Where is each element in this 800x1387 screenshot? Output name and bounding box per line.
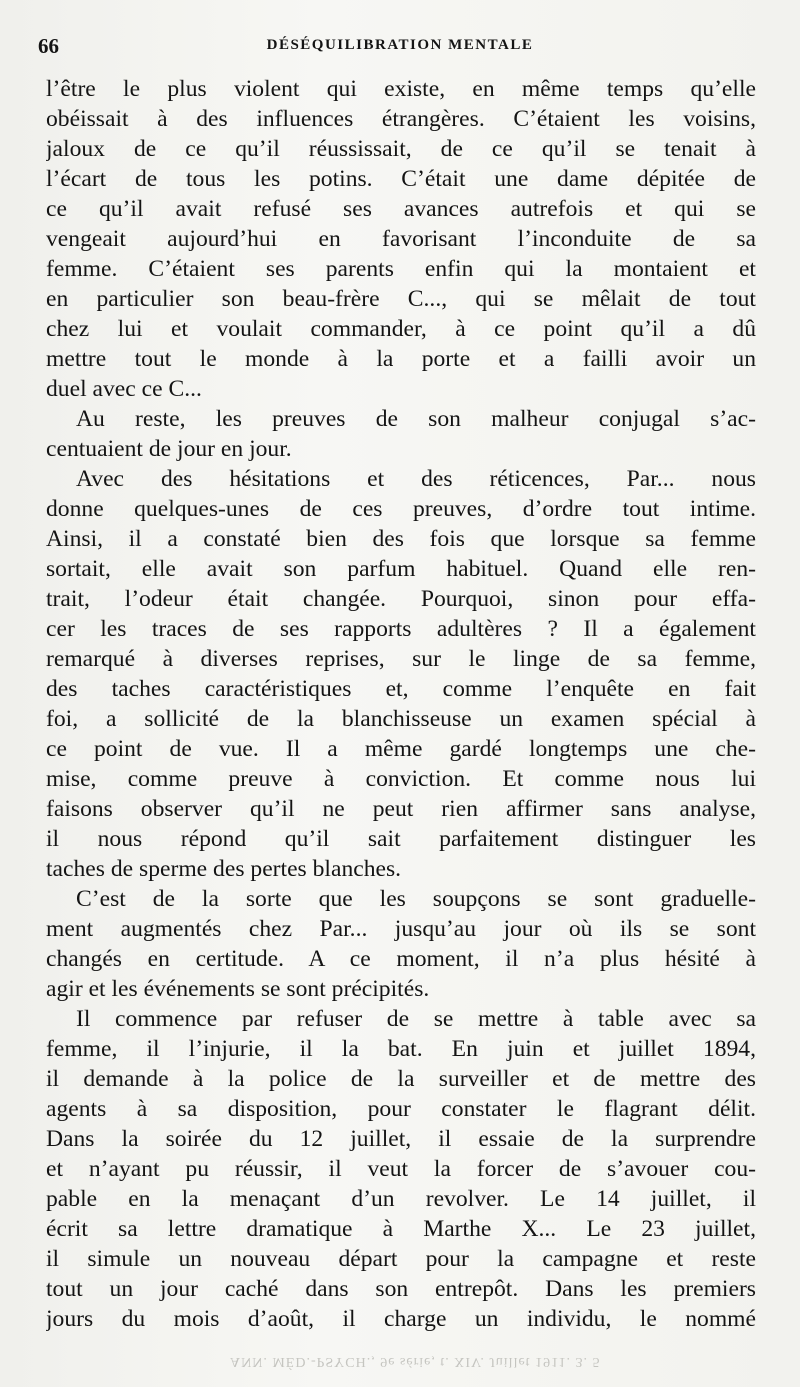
text-line: des taches caractéristiques et, comme l’enquête en fait: [46, 676, 756, 702]
text-line: obéissait à des influences étrangères. C’étaient les voisins,: [46, 106, 756, 132]
text-line: chez lui et voulait commander, à ce point qu’il a dû: [46, 316, 756, 342]
text-line: C’est de la sorte que les soupçons se sont graduelle-: [76, 886, 756, 912]
text-line: tout un jour caché dans son entrepôt. Dans les premiers: [46, 1276, 756, 1302]
text-line: en particulier son beau-frère C..., qui se mêlait de tout: [46, 286, 756, 312]
text-line: Ainsi, il a constaté bien des fois que lorsque sa femme: [46, 526, 756, 552]
text-line: l’être le plus violent qui existe, en même temps qu’elle: [46, 76, 756, 102]
text-line: Il commence par refuser de se mettre à table avec sa: [76, 1006, 756, 1032]
page-number: 66: [38, 34, 59, 58]
text-line: foi, a sollicité de la blanchisseuse un examen spécial à: [46, 706, 756, 732]
text-line: donne quelques-unes de ces preuves, d’ordre tout intime.: [46, 496, 756, 522]
text-line: il nous répond qu’il sait parfaitement distinguer les: [46, 826, 756, 852]
text-line: centuaient de jour en jour.: [46, 436, 292, 462]
text-line: l’écart de tous les potins. C’était une dame dépitée de: [46, 166, 756, 192]
text-line: agents à sa disposition, pour constater le flagrant délit.: [46, 1096, 756, 1122]
text-line: il demande à la police de la surveiller et de mettre des: [46, 1066, 756, 1092]
text-line: écrit sa lettre dramatique à Marthe X... Le 23 juillet,: [46, 1216, 756, 1242]
text-line: mettre tout le monde à la porte et a failli avoir un: [46, 346, 756, 372]
text-line: remarqué à diverses reprises, sur le linge de sa femme,: [46, 646, 756, 672]
text-line: trait, l’odeur était changée. Pourquoi, sinon pour effa-: [46, 586, 756, 612]
text-line: Dans la soirée du 12 juillet, il essaie de la surprendre: [46, 1126, 756, 1152]
page-header: [38, 34, 762, 68]
text-line: et n’ayant pu réussir, il veut la forcer de s’avouer cou-: [46, 1156, 756, 1182]
text-line: femme, il l’injurie, il la bat. En juin et juillet 1894,: [46, 1036, 756, 1062]
text-line: changés en certitude. A ce moment, il n’a plus hésité à: [46, 946, 756, 972]
text-line: Avec des hésitations et des réticences, Par... nous: [76, 466, 756, 492]
text-line: cer les traces de ses rapports adultères ? Il a également: [46, 616, 756, 642]
text-line: duel avec ce C...: [46, 376, 202, 402]
text-line: pable en la menaçant d’un revolver. Le 14 juillet, il: [46, 1186, 756, 1212]
text-line: il simule un nouveau départ pour la campagne et reste: [46, 1246, 756, 1272]
text-line: sortait, elle avait son parfum habituel. Quand elle ren-: [46, 556, 756, 582]
text-line: femme. C’étaient ses parents enfin qui la montaient et: [46, 256, 756, 282]
show-through-footer: ANN. MÉD.-PSYCH., 9e série, t. XIV. Juillet 1911. 3. 5: [230, 1354, 601, 1369]
text-line: ce qu’il avait refusé ses avances autrefois et qui se: [46, 196, 756, 222]
running-head: DÉSÉQUILIBRATION MENTALE: [266, 37, 534, 53]
text-line: ment augmentés chez Par... jusqu’au jour où ils se sont: [46, 916, 756, 942]
text-line: agir et les événements se sont précipités.: [46, 976, 430, 1002]
text-line: ce point de vue. Il a même gardé longtemps une che-: [46, 736, 756, 762]
text-line: jours du mois d’août, il charge un individu, le nommé: [46, 1306, 756, 1332]
text-line: mise, comme preuve à conviction. Et comme nous lui: [46, 766, 756, 792]
text-line: Au reste, les preuves de son malheur conjugal s’ac-: [76, 406, 756, 432]
text-line: taches de sperme des pertes blanches.: [46, 856, 402, 882]
body-text: [46, 74, 756, 1334]
text-line: vengeait aujourd’hui en favorisant l’inconduite de sa: [46, 226, 756, 252]
text-line: jaloux de ce qu’il réussissait, de ce qu’il se tenait à: [46, 136, 756, 162]
text-line: faisons observer qu’il ne peut rien affirmer sans analyse,: [46, 796, 756, 822]
